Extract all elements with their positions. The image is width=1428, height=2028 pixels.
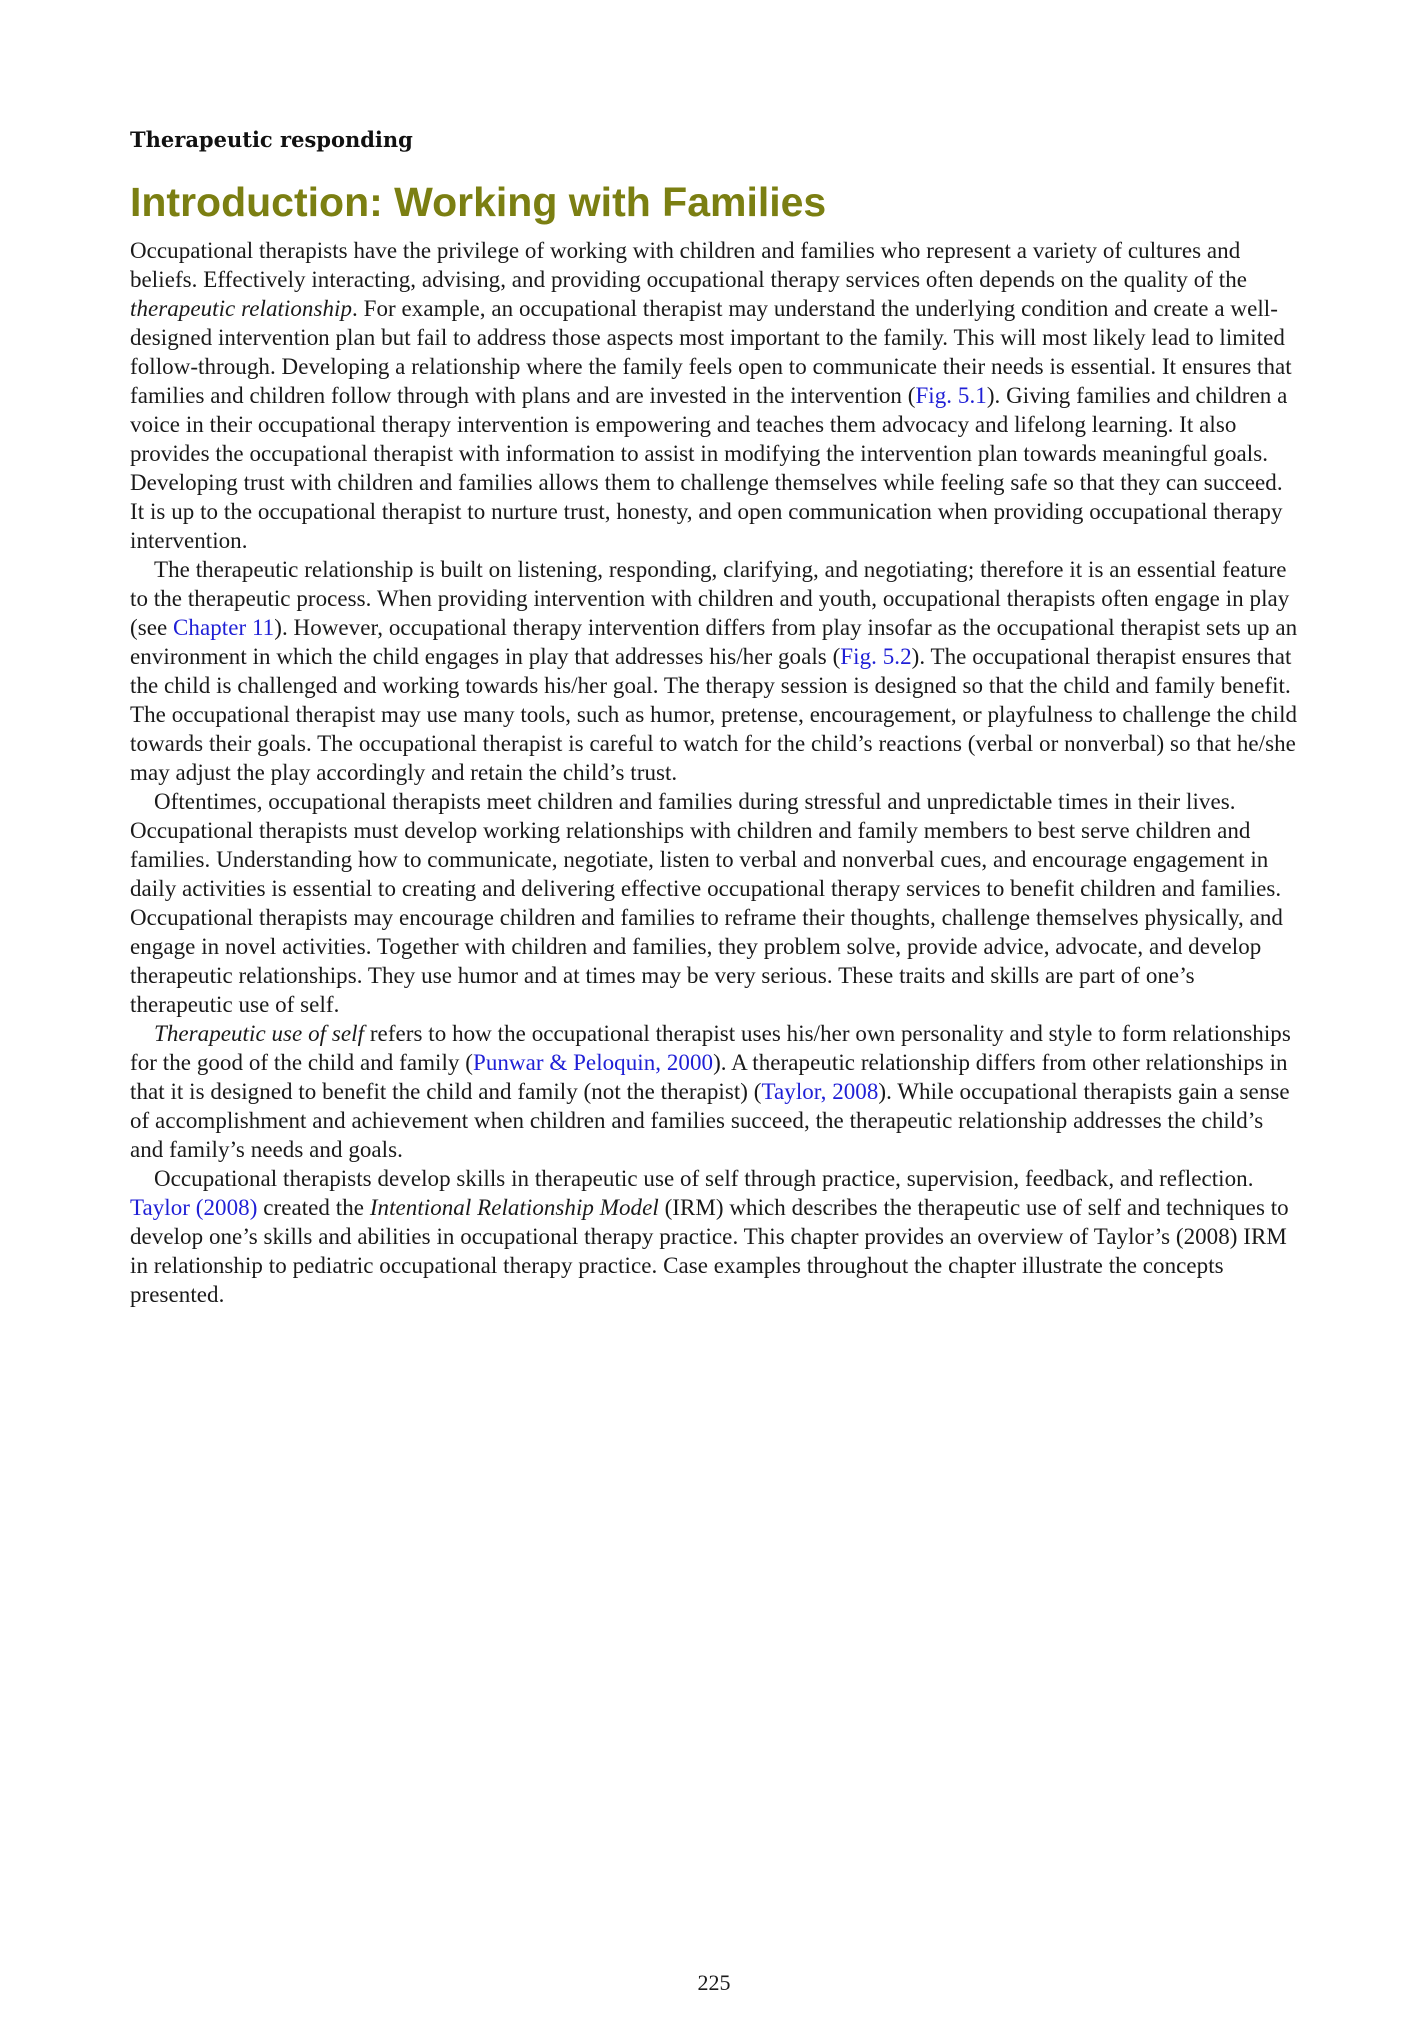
punwar-peloquin-citation-link[interactable]: Punwar & Peloquin, 2000: [472, 1050, 714, 1075]
paragraph-2-text-a: The therapeutic relationship is built on listening, responding, clarifying, and negotiating; therefore it is an essential feature to the therapeutic process. When providing intervention with children and youth, occupational therapists often engage in play (see: [130, 557, 1290, 640]
paragraph-5-text-b: created the: [257, 1195, 370, 1220]
paragraph-1-text-d: ). Giving families and children a voice in their occupational therapy intervention is empowering and teaches them advocacy and lifelong learning. It also provides the occupational therapist with information to assist in modifying the intervention plan towards meaningful goals. Developing trust with children and families allows them to challenge themselves while feeling safe so that they can succeed. It is up to the occupational therapist to nurture trust, honesty, and open communication when providing occupational therapy intervention.: [130, 383, 1288, 553]
paragraph-4-text-d: ). While occupational therapists gain a sense of accomplishment and achievement when children and families succeed, the therapeutic relationship addresses the child’s and family’s needs and goals.: [130, 1079, 1290, 1162]
paragraph-4-text-c: ). A therapeutic relationship differs from other relationships in that it is designed to benefit the child and family (not the therapist) (: [130, 1050, 1288, 1104]
paragraph-4: [130, 1019, 1298, 1164]
paragraph-1-text-c: . For example, an occupational therapist may understand the underlying condition and create a well-designed intervention plan but fail to address those aspects most important to the family. This will most likely lead to limited follow-through. Developing a relationship where the family feels open to communicate their needs is essential. It ensures that families and children follow through with plans and are invested in the intervention (: [130, 296, 1292, 408]
taylor-2008-citation-link[interactable]: Taylor, 2008: [761, 1079, 879, 1104]
paragraph-1-italic-term: therapeutic relationship: [130, 296, 353, 321]
page-number: 225: [697, 1970, 731, 1995]
paragraph-3: Oftentimes, occupational therapists meet children and families during stressful and unpredictable times in their lives. Occupational therapists must develop working relationships with children and family members to best serve children and families. Understanding how to communicate, negotiate, listen to verbal and nonverbal cues, and encourage engagement in daily activities is essential to creating and delivering effective occupational therapy services to benefit children and families. Occupational therapists may encourage children and families to reframe their thoughts, challenge themselves physically, and engage in novel activities. Together with children and families, they problem solve, provide advice, advocate, and develop therapeutic relationships. They use humor and at times may be very serious. These traits and skills are part of one’s therapeutic use of self.: [130, 789, 1283, 1017]
body-text: [130, 236, 1298, 1309]
paragraph-5-italic-term: Intentional Relationship Model: [369, 1195, 659, 1220]
paragraph-5-text-a: Occupational therapists develop skills in therapeutic use of self through practice, supervision, feedback, and reflection.: [154, 1166, 1254, 1191]
paragraph-5-text-d: (IRM) which describes the therapeutic use of self and techniques to develop one’s skills and abilities in occupational therapy practice. This chapter provides an overview of Taylor’s (2008) IRM in relationship to pediatric occupational therapy practice. Case examples throughout the chapter illustrate the concepts presented.: [130, 1195, 1289, 1307]
paragraph-2-text-c: ). The occupational therapist ensures that the child is challenged and working towards his/her goal. The therapy session is designed so that the child and family benefit. The occupational therapist may use many tools, such as humor, pretense, encouragement, or playfulness to challenge the child towards their goals. The occupational therapist is careful to watch for the child’s reactions (verbal or nonverbal) so that he/she may adjust the play accordingly and retain the child’s trust.: [130, 644, 1298, 785]
section-label: Therapeutic responding: [130, 127, 413, 152]
paragraph-5: [130, 1164, 1298, 1309]
chapter-11-link[interactable]: Chapter 11: [173, 615, 275, 640]
paragraph-1-text-a: Occupational therapists have the privilege of working with children and families who represent a variety of cultures and beliefs. Effectively interacting, advising, and providing occupational therapy services often depends on the quality of the: [130, 238, 1248, 292]
paragraph-4-text-b: refers to how the occupational therapist uses his/her own personality and style to form relationships for the good of the child and family (: [130, 1021, 1291, 1075]
taylor-2008-link[interactable]: Taylor (2008): [130, 1195, 258, 1220]
paragraph-4-italic-term: Therapeutic use of self: [154, 1021, 365, 1046]
paragraph-2: [130, 555, 1298, 787]
paragraph-1: [130, 236, 1298, 555]
figure-5-1-link[interactable]: Fig. 5.1: [915, 383, 987, 408]
page-content: [130, 126, 1298, 1309]
figure-5-2-link[interactable]: Fig. 5.2: [840, 644, 912, 669]
paragraph-2-text-b: ). However, occupational therapy intervention differs from play insofar as the occupational therapist sets up an environment in which the child engages in play that addresses his/her goals (: [130, 615, 1298, 669]
chapter-heading: Introduction: Working with Families: [130, 179, 827, 225]
